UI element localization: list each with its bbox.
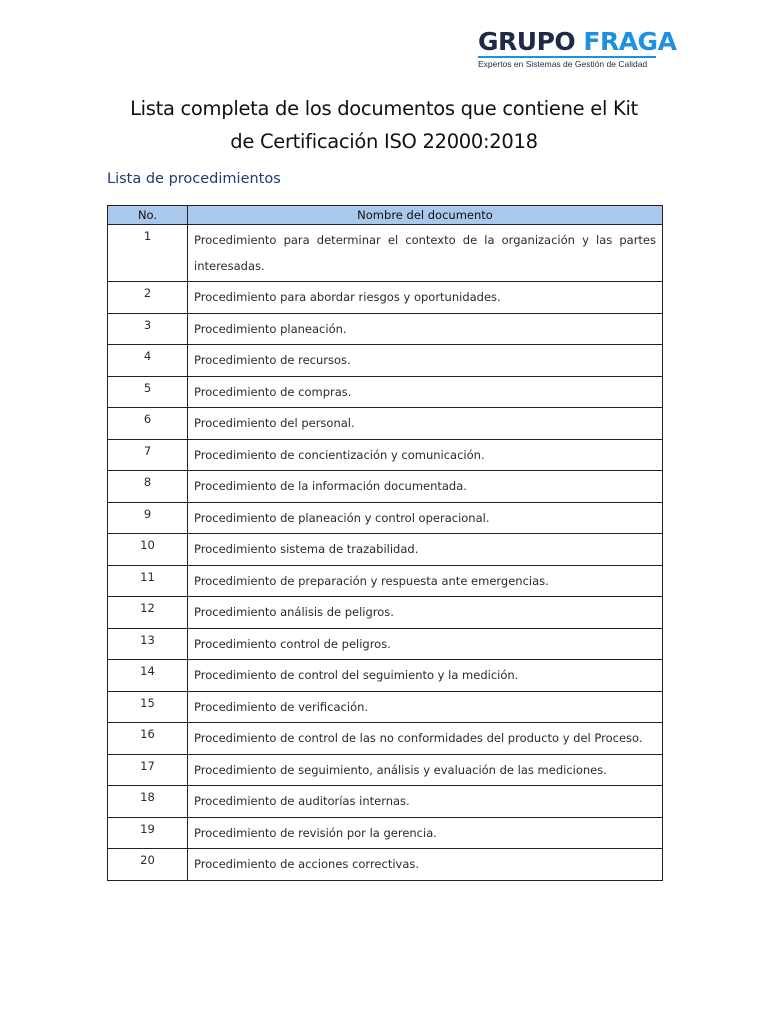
document-name: Procedimiento sistema de trazabilidad. (188, 534, 663, 566)
document-number: 9 (108, 502, 188, 534)
table-row (108, 849, 663, 881)
document-name: Procedimiento de verificación. (188, 691, 663, 723)
table-row (108, 660, 663, 692)
table-row (108, 565, 663, 597)
document-number: 12 (108, 597, 188, 629)
document-title (90, 92, 678, 158)
document-number: 7 (108, 439, 188, 471)
table-row (108, 313, 663, 345)
document-name: Procedimiento análisis de peligros. (188, 597, 663, 629)
section-heading: Lista de procedimientos (107, 171, 281, 187)
document-name: Procedimiento de concientización y comunicación. (188, 439, 663, 471)
logo-wordmark (478, 27, 677, 56)
table-row (108, 502, 663, 534)
logo-tagline: Expertos en Sistemas de Gestión de Calidad (478, 56, 656, 69)
document-name: Procedimiento control de peligros. (188, 628, 663, 660)
document-name: Procedimiento de control de las no conformidades del producto y del Proceso. (188, 723, 663, 755)
document-name: Procedimiento de auditorías internas. (188, 786, 663, 818)
document-name: Procedimiento de compras. (188, 376, 663, 408)
documents-table (107, 205, 663, 881)
document-number: 13 (108, 628, 188, 660)
document-title-line-1: Lista completa de los documentos que contiene el Kit (130, 97, 638, 120)
table-row (108, 471, 663, 503)
document-name: Procedimiento de planeación y control operacional. (188, 502, 663, 534)
document-number: 19 (108, 817, 188, 849)
table-row (108, 439, 663, 471)
document-name: Procedimiento de control del seguimiento y la medición. (188, 660, 663, 692)
column-header-number: No. (108, 206, 188, 225)
table-row (108, 534, 663, 566)
table-row (108, 376, 663, 408)
document-number: 11 (108, 565, 188, 597)
table-row (108, 723, 663, 755)
document-number: 10 (108, 534, 188, 566)
table-row (108, 345, 663, 377)
document-name: Procedimiento de revisión por la gerencia. (188, 817, 663, 849)
document-number: 5 (108, 376, 188, 408)
table-row (108, 597, 663, 629)
table-row (108, 225, 663, 282)
document-number: 3 (108, 313, 188, 345)
document-number: 1 (108, 225, 188, 282)
company-logo (478, 27, 677, 69)
document-number: 16 (108, 723, 188, 755)
document-number: 2 (108, 282, 188, 314)
table-row (108, 628, 663, 660)
document-name: Procedimiento de acciones correctivas. (188, 849, 663, 881)
document-number: 18 (108, 786, 188, 818)
document-number: 8 (108, 471, 188, 503)
table-row (108, 817, 663, 849)
document-number: 15 (108, 691, 188, 723)
table-body (108, 225, 663, 881)
document-title-line-2: de Certificación ISO 22000:2018 (230, 130, 538, 153)
document-number: 17 (108, 754, 188, 786)
table-row (108, 786, 663, 818)
document-name: Procedimiento de la información documentada. (188, 471, 663, 503)
table-header-row (108, 206, 663, 225)
document-number: 4 (108, 345, 188, 377)
column-header-name: Nombre del documento (188, 206, 663, 225)
document-name: Procedimiento de seguimiento, análisis y evaluación de las mediciones. (188, 754, 663, 786)
document-name: Procedimiento planeación. (188, 313, 663, 345)
table-row (108, 691, 663, 723)
document-name: Procedimiento para determinar el contexto de la organización y las partes interesadas. (188, 225, 663, 282)
logo-brand-secondary: FRAGA (583, 27, 677, 56)
table-row (108, 282, 663, 314)
document-number: 14 (108, 660, 188, 692)
document-name: Procedimiento del personal. (188, 408, 663, 440)
document-name: Procedimiento de preparación y respuesta ante emergencias. (188, 565, 663, 597)
table-row (108, 408, 663, 440)
logo-brand-primary: GRUPO (478, 27, 576, 56)
document-name: Procedimiento de recursos. (188, 345, 663, 377)
table-row (108, 754, 663, 786)
document-name: Procedimiento para abordar riesgos y oportunidades. (188, 282, 663, 314)
document-number: 20 (108, 849, 188, 881)
document-number: 6 (108, 408, 188, 440)
